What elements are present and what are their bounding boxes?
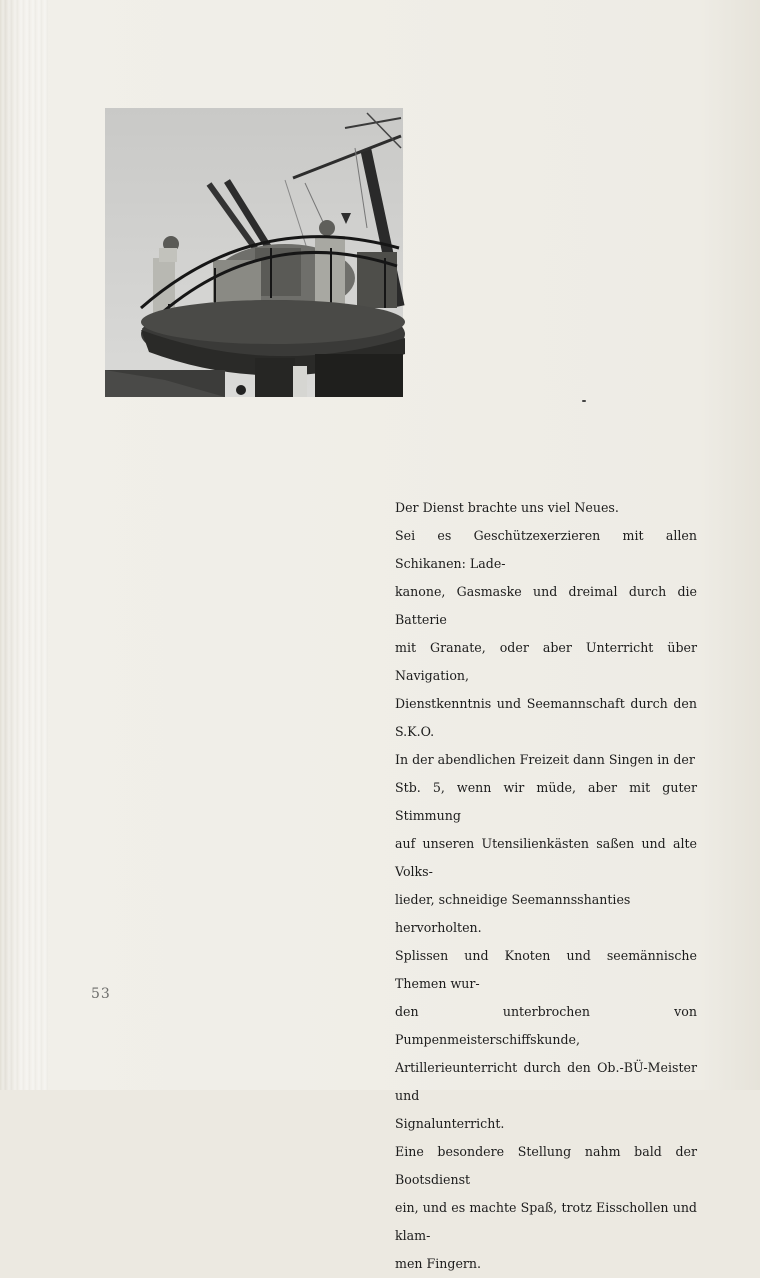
ship-gun-platform-photo	[105, 108, 403, 397]
text-line: Signalunterricht.	[395, 1116, 505, 1131]
text-line: auf unseren Utensilienkästen saßen und alte Volks-	[395, 836, 697, 879]
page-binding-edge	[0, 0, 48, 1090]
text-line: Eine besondere Stellung nahm bald der Bootsdienst	[395, 1144, 697, 1187]
text-line: Sei es Geschützexerzieren mit allen Schikanen: Lade-	[395, 528, 697, 571]
text-line: Dienstkenntnis und Seemannschaft durch den S.K.O.	[395, 696, 697, 739]
text-line: lieder, schneidige Seemannsshanties hervorholten.	[395, 892, 631, 935]
text-line: den unterbrochen von Pumpenmeisterschiffskunde,	[395, 1004, 697, 1047]
page-number: 53	[91, 986, 111, 1002]
text-line: Der Dienst brachte uns viel Neues.	[395, 500, 619, 515]
text-line: men Fingern.	[395, 1256, 482, 1271]
text-line: kanone, Gasmaske und dreimal durch die Batterie	[395, 584, 697, 627]
text-line: ein, und es machte Spaß, trotz Eisschollen und klam-	[395, 1200, 697, 1243]
text-line: Artillerieunterricht durch den Ob.-BÜ-Meister und	[395, 1060, 697, 1103]
body-text	[395, 494, 697, 1278]
text-line: mit Granate, oder aber Unterricht über Navigation,	[395, 640, 697, 683]
print-speck	[582, 400, 586, 402]
text-line: Stb. 5, wenn wir müde, aber mit guter Stimmung	[395, 780, 697, 823]
text-line: In der abendlichen Freizeit dann Singen in der	[395, 752, 695, 767]
text-line: Splissen und Knoten und seemännische Themen wur-	[395, 948, 697, 991]
